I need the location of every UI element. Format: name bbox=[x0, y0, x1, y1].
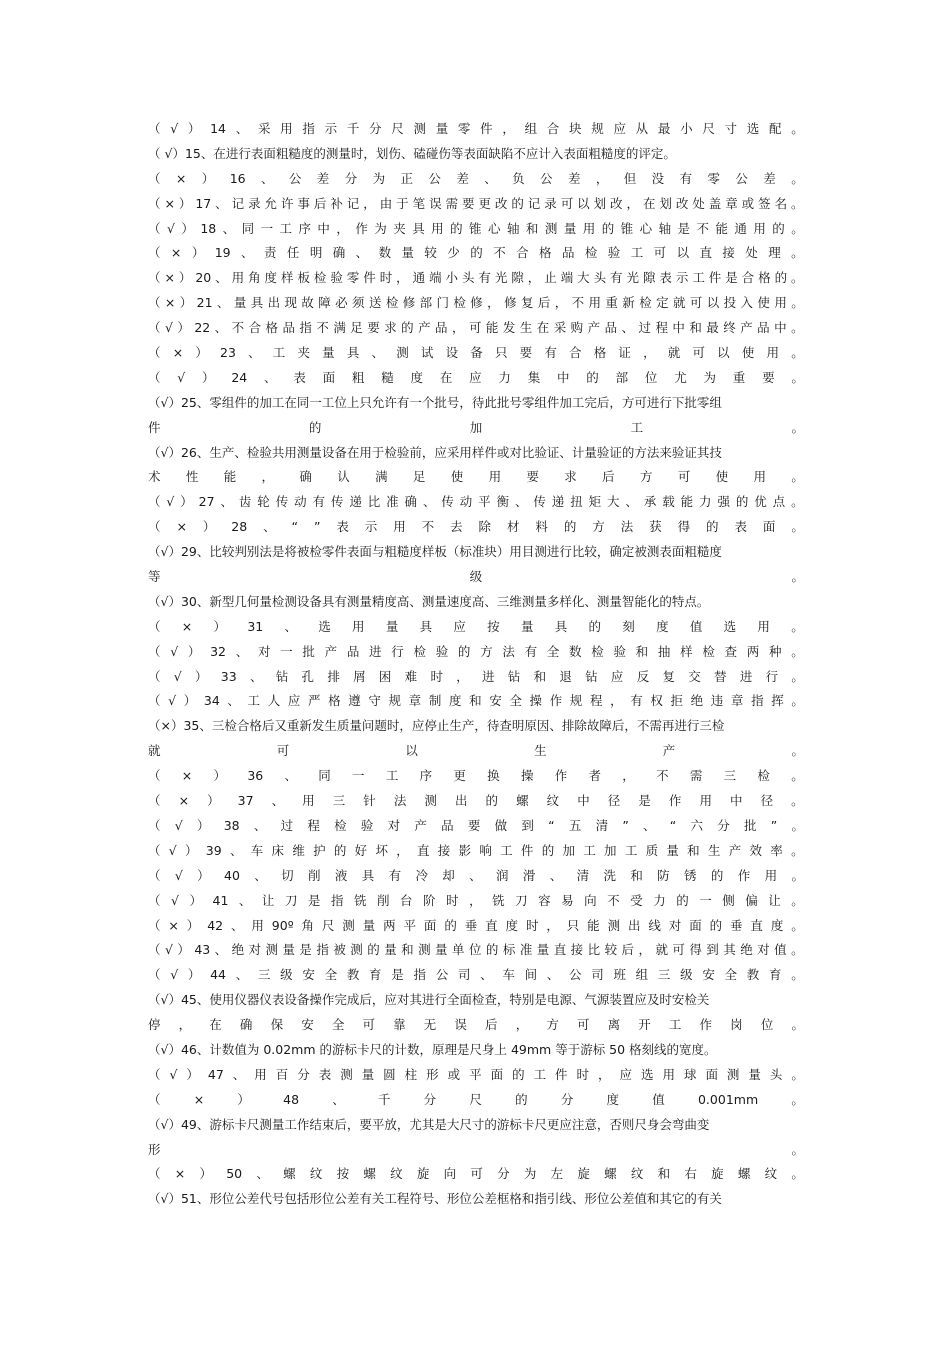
text-line: （ × ） 31 、 选 用 量 具 应 按 量 具 的 刻 度 值 选 用 。 bbox=[148, 618, 804, 634]
text-line: 等 级 。 bbox=[148, 569, 804, 585]
text-line: （ √ ） 22 、 不 合 格 品 指 不 满 足 要 求 的 产 品 ， 可 能 发 生 在 采 购 产 品 、 过 程 中 和 最 终 产 品 中 。 bbox=[148, 320, 804, 336]
text-line: （ √ ） 41 、 让 刀 是 指 铣 削 台 阶 时 ， 铣 刀 容 易 向 不 受 力 的 一 侧 偏 让 。 bbox=[148, 892, 804, 908]
text-line: （ × ） 23 、 工 夹 量 具 、 测 试 设 备 只 要 有 合 格 证 ， 就 可 以 使 用 。 bbox=[148, 345, 804, 361]
text-line: （√）49、游标卡尺测量工作结束后，要平放，尤其是大尺寸的游标卡尺更应注意，否则尺身会弯曲变 bbox=[148, 1116, 710, 1132]
text-line: （ × ） 42 、 用 90º 角 尺 测 量 两 平 面 的 垂 直 度 时 ， 只 能 测 出 线 对 面 的 垂 直 度 。 bbox=[148, 917, 804, 933]
text-line: （ × ） 19 、 责 任 明 确 、 数 量 较 少 的 不 合 格 品 检 验 工 可 以 直 接 处 理 。 bbox=[148, 245, 804, 261]
text-line: （√）45、使用仪器仪表设备操作完成后，应对其进行全面检查，特别是电源、气源装置应及时安检关 bbox=[148, 992, 710, 1008]
text-line: （ √ ） 39 、 车 床 维 护 的 好 坏 ， 直 接 影 响 工 件 的 加 工 加 工 质 量 和 生 产 效 率 。 bbox=[148, 842, 804, 858]
text-line: （ √ ） 24 、 表 面 粗 糙 度 在 应 力 集 中 的 部 位 尤 为 重 要 。 bbox=[148, 369, 804, 385]
text-line: （ √ ） 47 、 用 百 分 表 测 量 圆 柱 形 或 平 面 的 工 件 时 ， 应 选 用 球 面 测 量 头 。 bbox=[148, 1066, 804, 1082]
text-line: （ × ） 20 、 用 角 度 样 板 检 验 零 件 时 ， 通 端 小 头 有 光 隙 ， 止 端 大 头 有 光 隙 表 示 工 件 是 合 格 的 。 bbox=[148, 270, 804, 286]
text-line: （√）46、计数值为 0.02mm 的游标卡尺的计数，原理是尺身上 49mm 等于游标 50 格刻线的宽度。 bbox=[148, 1041, 717, 1057]
text-line: （ √ ） 38 、 过 程 检 验 对 产 品 要 做 到 “ 五 清 ” 、 “ 六 分 批 ” 。 bbox=[148, 817, 804, 833]
text-line: （ × ） 37 、 用 三 针 法 测 出 的 螺 纹 中 径 是 作 用 中 径 。 bbox=[148, 793, 804, 809]
text-line: （ √ ） 44 、 三 级 安 全 教 育 是 指 公 司 、 车 间 、 公 司 班 组 三 级 安 全 教 育 。 bbox=[148, 967, 804, 983]
text-line: 件 的 加 工 。 bbox=[148, 419, 804, 435]
text-line: （ × ） 21 、 量 具 出 现 故 障 必 须 送 检 修 部 门 检 修 ， 修 复 后 ， 不 用 重 新 检 定 就 可 以 投 入 使 用 。 bbox=[148, 295, 804, 311]
text-line: （ × ） 36 、 同 一 工 序 更 换 操 作 者 ， 不 需 三 检 。 bbox=[148, 768, 804, 784]
question-list bbox=[148, 117, 804, 1212]
text-line: （√）25、零组件的加工在同一工位上只允许有一个批号，待此批号零组件加工完后，方可进行下批零组 bbox=[148, 394, 722, 410]
text-line: （ √ ） 18 、 同 一 工 序 中 ， 作 为 夹 具 用 的 锥 心 轴 和 测 量 用 的 锥 心 轴 是 不 能 通 用 的 。 bbox=[148, 220, 804, 236]
text-line: 形 。 bbox=[148, 1141, 804, 1157]
text-line: （ × ） 48 、 千 分 尺 的 分 度 值 0.001mm 。 bbox=[148, 1091, 804, 1107]
text-line: （ × ） 16 、 公 差 分 为 正 公 差 、 负 公 差 ， 但 没 有 零 公 差 。 bbox=[148, 170, 804, 186]
text-line: 术 性 能 ， 确 认 满 足 使 用 要 求 后 方 可 使 用 。 bbox=[148, 469, 804, 485]
text-line: （ √ ） 33 、 钻 孔 排 屑 困 难 时 ， 进 钻 和 退 钻 应 反 复 交 替 进 行 。 bbox=[148, 668, 804, 684]
text-line: （ × ） 17 、 记 录 允 许 事 后 补 记 ， 由 于 笔 误 需 要 更 改 的 记 录 可 以 划 改 ， 在 划 改 处 盖 章 或 签 名 。 bbox=[148, 195, 804, 211]
text-line: （ × ） 28 、 “ ” 表 示 用 不 去 除 材 料 的 方 法 获 得 的 表 面 。 bbox=[148, 519, 804, 535]
text-line: （ √ ） 27 、 齿 轮 传 动 有 传 递 比 准 确 、 传 动 平 衡 、 传 递 扭 矩 大 、 承 载 能 力 强 的 优 点 。 bbox=[148, 494, 804, 510]
text-line: （√）29、比较判别法是将被检零件表面与粗糙度样板（标准块）用目测进行比较，确定被测表面粗糙度 bbox=[148, 544, 722, 560]
text-line: （√）26、生产、检验共用测量设备在用于检验前，应采用样件或对比验证、计量验证的方法来验证其技 bbox=[148, 444, 722, 460]
text-line: 就 可 以 生 产 。 bbox=[148, 743, 804, 759]
text-line: （√）30、新型几何量检测设备具有测量精度高、测量速度高、三维测量多样化、测量智能化的特点。 bbox=[148, 593, 710, 609]
text-line: （ √）15、在进行表面粗糙度的测量时，划伤、磕碰伤等表面缺陷不应计入表面粗糙度的评定。 bbox=[148, 145, 676, 161]
text-line: （√）51、形位公差代号包括形位公差有关工程符号、形位公差框格和指引线、形位公差值和其它的有关 bbox=[148, 1191, 722, 1207]
text-line: （ √ ） 34 、 工 人 应 严 格 遵 守 规 章 制 度 和 安 全 操 作 规 程 ， 有 权 拒 绝 违 章 指 挥 。 bbox=[148, 693, 804, 709]
text-line: （ √ ） 14 、 采 用 指 示 千 分 尺 测 量 零 件 ， 组 合 块 规 应 从 最 小 尺 寸 选 配 。 bbox=[148, 121, 804, 136]
text-line: 停 ， 在 确 保 安 全 可 靠 无 误 后 ， 方 可 离 开 工 作 岗 位 。 bbox=[148, 1017, 804, 1033]
text-line: （×）35、三检合格后又重新发生质量问题时，应停止生产，待查明原因、排除故障后，不需再进行三检 bbox=[148, 718, 725, 734]
text-line: （ √ ） 43 、 绝 对 测 量 是 指 被 测 的 量 和 测 量 单 位 的 标 准 量 直 接 比 较 后 ， 就 可 得 到 其 绝 对 值 。 bbox=[148, 942, 804, 958]
text-line: （ √ ） 40 、 切 削 液 具 有 冷 却 、 润 滑 、 清 洗 和 防 锈 的 作 用 。 bbox=[148, 867, 804, 883]
text-line: （ √ ） 32 、 对 一 批 产 品 进 行 检 验 的 方 法 有 全 数 检 验 和 抽 样 检 查 两 种 。 bbox=[148, 643, 804, 659]
text-line: （ × ） 50 、 螺 纹 按 螺 纹 旋 向 可 分 为 左 旋 螺 纹 和 右 旋 螺 纹 。 bbox=[148, 1166, 804, 1182]
